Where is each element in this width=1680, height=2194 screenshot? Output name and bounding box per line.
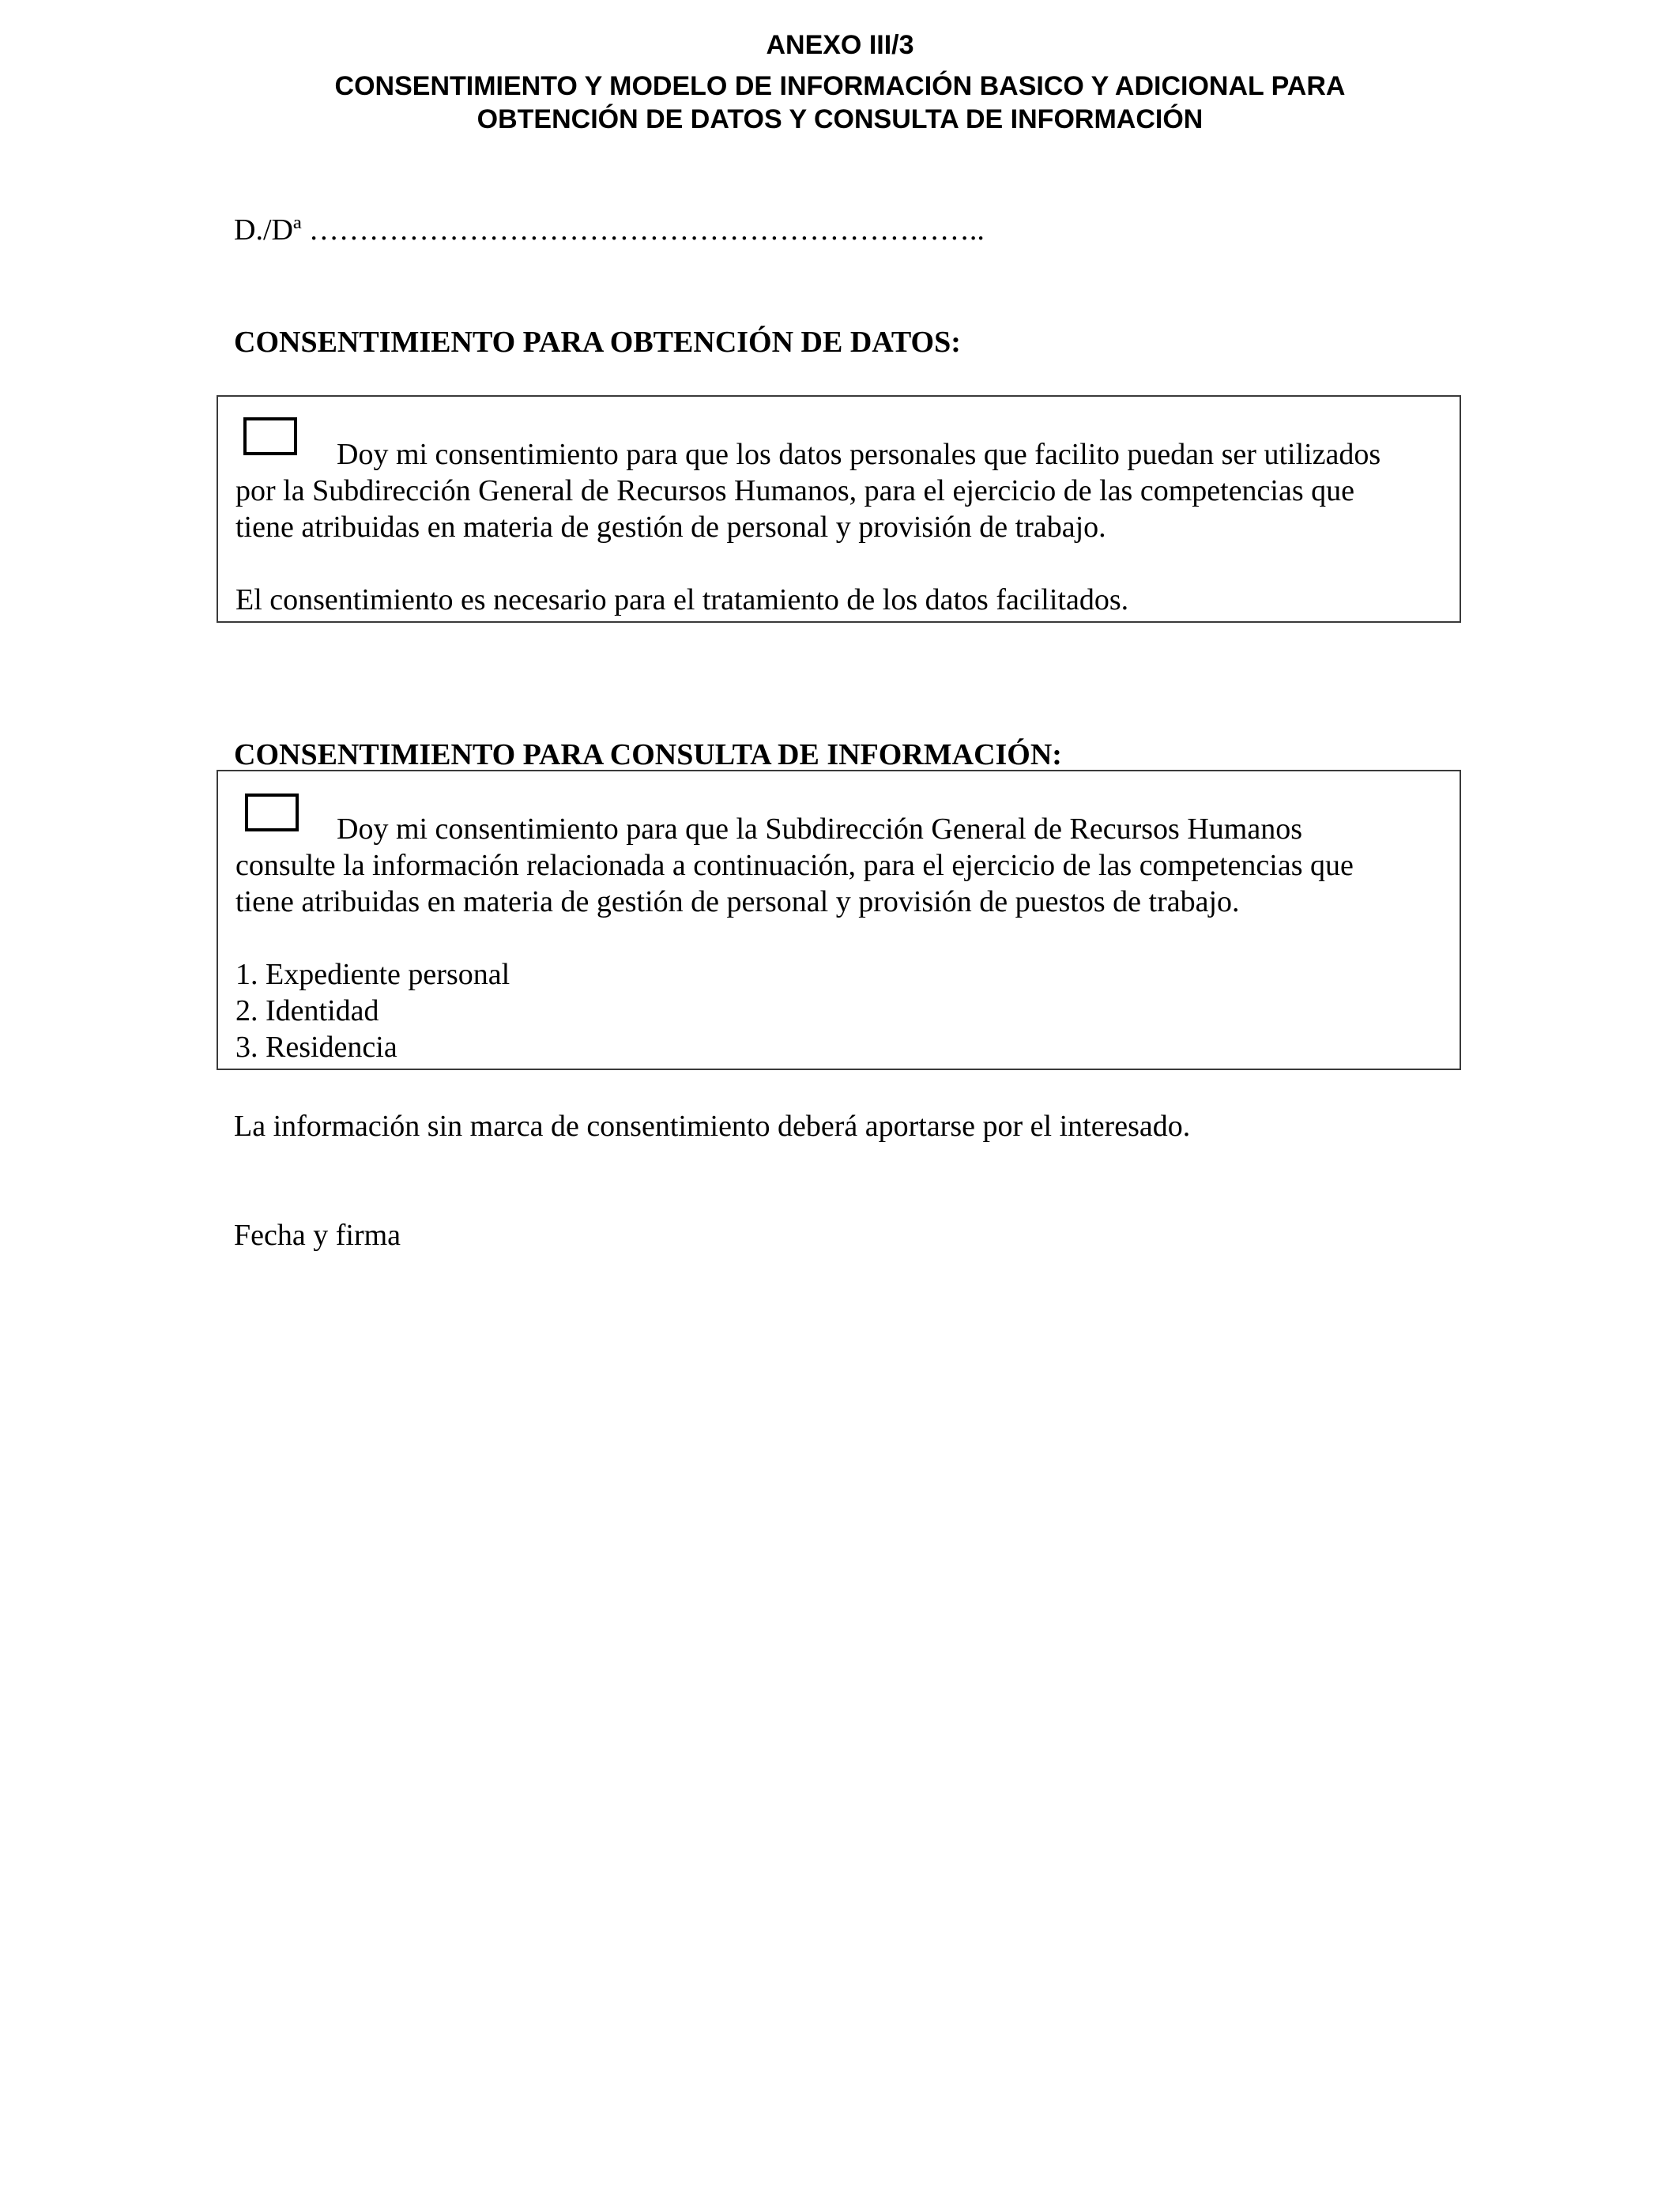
- info-item-identidad: 2. Identidad: [235, 994, 379, 1027]
- applicant-name-field[interactable]: [234, 212, 985, 248]
- unmarked-info-note: La información sin marca de consentimiento deberá aportarse por el interesado.: [234, 1110, 1191, 1143]
- info-consent-text: [235, 811, 1444, 1065]
- document-title-line-1: CONSENTIMIENTO Y MODELO DE INFORMACIÓN BASICO Y ADICIONAL PARA: [334, 71, 1346, 101]
- data-consent-note: El consentimiento es necesario para el tratamiento de los datos facilitados.: [235, 583, 1129, 616]
- data-consent-line-1: Doy mi consentimiento para que los datos personales que facilito puedan ser utilizados: [337, 438, 1381, 471]
- applicant-label: D./Dª …………………………………………………………..: [234, 213, 985, 247]
- date-signature-label: Fecha y firma: [234, 1219, 401, 1252]
- annex-number: ANEXO III/3: [766, 30, 914, 60]
- data-consent-line-2: por la Subdirección General de Recursos Humanos, para el ejercicio de las competencias que: [235, 474, 1355, 507]
- document-header: [0, 28, 1680, 136]
- info-consent-line-3: tiene atribuidas en materia de gestión de personal y provisión de puestos de trabajo.: [235, 885, 1240, 918]
- info-consent-line-1: Doy mi consentimiento para que la Subdirección General de Recursos Humanos: [337, 812, 1302, 846]
- data-consent-heading: CONSENTIMIENTO PARA OBTENCIÓN DE DATOS:: [234, 326, 961, 359]
- data-consent-box: [217, 395, 1461, 623]
- data-consent-text: [235, 436, 1444, 618]
- info-consent-heading: CONSENTIMIENTO PARA CONSULTA DE INFORMACIÓN:: [234, 738, 1062, 771]
- info-consent-line-2: consulte la información relacionada a continuación, para el ejercicio de las competencias que: [235, 849, 1354, 882]
- data-consent-line-3: tiene atribuidas en materia de gestión de personal y provisión de trabajo.: [235, 511, 1106, 544]
- info-consent-box: [217, 770, 1461, 1070]
- document-title-line-2: OBTENCIÓN DE DATOS Y CONSULTA DE INFORMACIÓN: [477, 104, 1203, 134]
- info-item-expediente: 1. Expediente personal: [235, 958, 510, 991]
- info-item-residencia: 3. Residencia: [235, 1031, 397, 1064]
